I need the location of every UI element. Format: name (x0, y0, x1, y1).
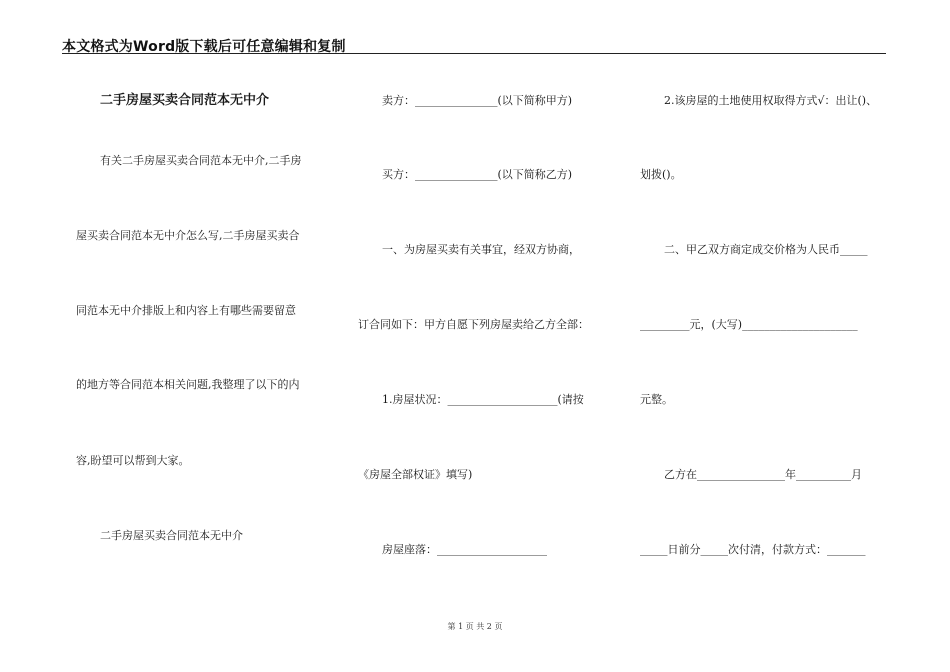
page-number: 第 1 页 共 2 页 (447, 622, 503, 631)
left-paragraph-line: 同范本无中介排版上和内容上有哪些需要留意 (76, 304, 296, 317)
document-header: 本文格式为Word版下载后可任意编辑和复制 (62, 39, 346, 55)
left-paragraph-line: 容,盼望可以帮到大家。 (76, 454, 190, 467)
left-paragraph-line: 屋买卖合同范本无中介怎么写,二手房屋买卖合 (76, 229, 300, 242)
middle-line-seller: 卖方：_______________(以下简称甲方) (382, 94, 573, 107)
left-paragraph-line: 有关二手房屋买卖合同范本无中介,二手房 (100, 154, 302, 167)
right-line-amount: _________元，(大写)_____________________ (640, 318, 858, 331)
left-paragraph-line: 的地方等合同范本相关问题,我整理了以下的内 (76, 378, 300, 391)
right-line-allocation: 划拨()。 (640, 168, 682, 181)
middle-line-certificate: 《房屋全部权证》填写) (358, 468, 473, 481)
middle-line-location: 房屋座落：____________________ (382, 543, 547, 556)
header-divider (62, 53, 886, 54)
right-line-payment-date: 乙方在________________年__________月 (664, 468, 862, 481)
document-title: 二手房屋买卖合同范本无中介 (100, 93, 270, 108)
right-line-yuan: 元整。 (640, 393, 673, 406)
right-line-payment-method: _____日前分_____次付清，付款方式：_______ (640, 543, 866, 556)
middle-line-house-status: 1.房屋状况：____________________(请按 (382, 393, 584, 406)
left-subtitle: 二手房屋买卖合同范本无中介 (100, 529, 243, 542)
middle-line-buyer: 买方：_______________(以下简称乙方) (382, 168, 573, 181)
middle-line-agreement: 订合同如下：甲方自愿下列房屋卖给乙方全部： (358, 318, 589, 331)
right-line-price: 二、甲乙双方商定成交价格为人民币_____ (664, 243, 868, 256)
right-line-land-use: 2.该房屋的土地使用权取得方式√：出让()、 (664, 94, 878, 107)
middle-line-clause-1: 一、为房屋买卖有关事宜，经双方协商， (382, 243, 580, 256)
